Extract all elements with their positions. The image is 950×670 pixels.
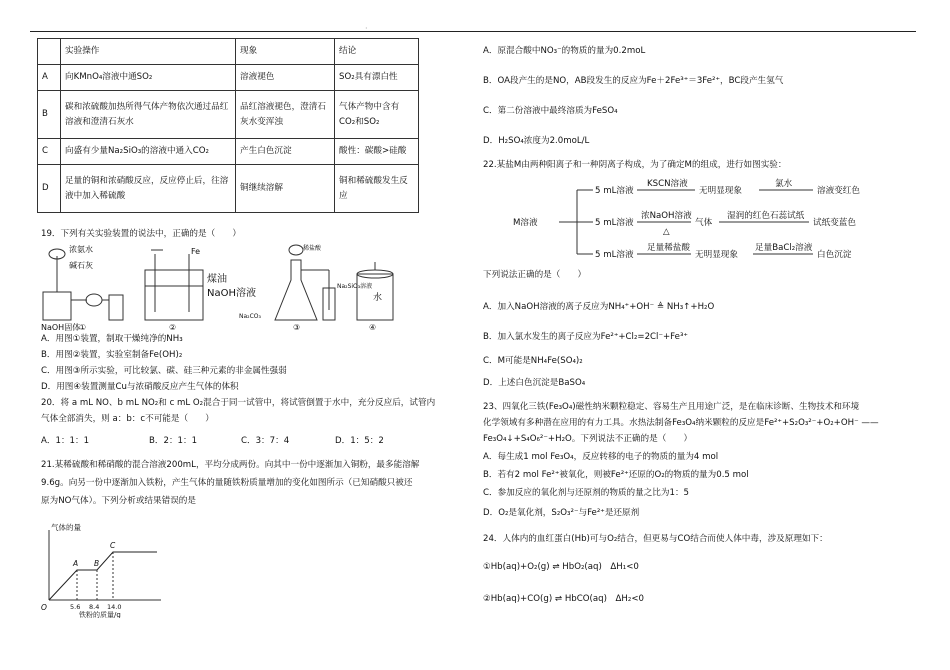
row-operation: 足量的铜和浓硝酸反应，反应停止后，往溶液中加入稀硫酸 xyxy=(61,165,236,213)
row-conclusion: SO₂具有漂白性 xyxy=(335,65,419,91)
chart-tick-5.6: 5.6 xyxy=(70,603,81,611)
q24-stem: 24．人体内的血红蛋白(Hb)可与O₂结合，但更易与CO结合而使人体中毒，涉及原理如下： xyxy=(483,534,828,544)
row-operation: 向KMnO₄溶液中通SO₂ xyxy=(61,65,236,91)
q22-option-b: B．加入氯水发生的离子反应为Fe²⁺+Cl₂=2Cl⁻+Fe³⁺ xyxy=(483,332,688,342)
chart-point-b: B xyxy=(94,559,100,568)
fig-label-dilute-hcl: 稀盐酸 xyxy=(303,245,322,252)
q22-flowchart xyxy=(513,174,903,268)
chart-point-a: A xyxy=(73,559,79,568)
row-phenomenon: 产生白色沉淀 xyxy=(236,139,335,165)
q23-stem-line1: 23、四氧化三铁(Fe₃O₄)磁性纳米颗粒稳定、容易生产且用途广泛，是在临床诊断、生物技术和环境 xyxy=(483,402,860,412)
flow-r3-reagent: 足量稀盐酸 xyxy=(647,243,690,253)
row-label: A xyxy=(38,65,61,91)
table-header-conclusion: 结论 xyxy=(335,39,419,65)
fig-label-water: 水 xyxy=(373,293,383,303)
q21-stem-line3: 原为NO气体）。下列分析或结果错误的是 xyxy=(41,496,196,506)
q23-option-d: D．O₂是氧化剂，S₂O₃²⁻与Fe²⁺是还原剂 xyxy=(483,508,640,518)
fig-label-na2co3: Na₂CO₃ xyxy=(239,313,261,320)
row-label: D xyxy=(38,165,61,213)
q21-option-c: C．第二份溶液中最终溶质为FeSO₄ xyxy=(483,106,618,116)
fig-label-soda-lime: 碱石灰 xyxy=(69,261,93,270)
row-conclusion: 铜和稀硫酸发生反应 xyxy=(335,165,419,213)
q22-option-a: A．加入NaOH溶液的离子反应为NH₄⁺+OH⁻ ≜ NH₃↑+H₂O xyxy=(483,302,715,312)
fig-number-2: ② xyxy=(169,323,177,332)
q19-option-a: A．用图①装置，制取干燥纯净的NH₃ xyxy=(41,334,183,344)
fig-label-naoh-solution: NaOH溶液 xyxy=(207,288,256,299)
table-header-phenomenon: 现象 xyxy=(236,39,335,65)
flow-r1-mid: 无明显现象 xyxy=(699,186,742,196)
q21-option-a: A．原混合酸中NO₃⁻的物质的量为0.2moL xyxy=(483,46,646,56)
q20-option-a: A．1：1：1 xyxy=(41,436,90,446)
flow-r3-start: 5 mL溶液 xyxy=(595,250,634,260)
header-dot: · xyxy=(365,24,368,33)
flow-r1-reagent: KSCN溶液 xyxy=(647,179,688,189)
table-row xyxy=(38,65,419,91)
q22-option-d: D．上述白色沉淀是BaSO₄ xyxy=(483,378,586,388)
row-operation: 向盛有少量Na₂SiO₃的溶液中通入CO₂ xyxy=(61,139,236,165)
q20-stem-line1: 20．将 a mL NO、b mL NO₂和 c mL O₂混合于同一试管中，将试管倒置于水中，充分反应后，试管内 xyxy=(41,398,436,408)
table-header-operation: 实验操作 xyxy=(61,39,236,65)
flow-r2-paper: 湿润的红色石蕊试纸 xyxy=(727,211,805,221)
q19-option-b: B．用图②装置，实验室制备Fe(OH)₂ xyxy=(41,350,183,360)
chart-ylabel: 气体的量 xyxy=(51,523,81,532)
flow-r2-heat: △ xyxy=(663,227,670,237)
q21-gas-chart xyxy=(39,522,169,618)
chart-origin: O xyxy=(41,603,47,612)
q19-apparatus-figure xyxy=(39,240,399,332)
row-phenomenon: 铜继续溶解 xyxy=(236,165,335,213)
fig-label-kerosene: 煤油 xyxy=(207,274,227,285)
q23-stem-line2: 化学领域有多种潜在应用的有力工具。水热法制备Fe₃O₄纳米颗粒的反应是Fe²⁺+S₂O₃²⁻+O₂+OH⁻ —— xyxy=(483,418,879,428)
fig-number-1: ① xyxy=(79,323,87,332)
flow-r2-gas: 气体 xyxy=(695,218,713,228)
table-row xyxy=(38,139,419,165)
q24-equation-1: ①Hb(aq)+O₂(g) ⇌ HbO₂(aq) ΔH₁<0 xyxy=(483,562,639,572)
q20-stem-line2: 气体全部消失，则 a：b：c不可能是（ ） xyxy=(41,414,214,424)
row-operation: 碳和浓硫酸加热所得气体产物依次通过品红溶液和澄清石灰水 xyxy=(61,91,236,139)
flow-r3-result: 白色沉淀 xyxy=(817,250,852,260)
flow-r1-reagent2: 氯水 xyxy=(775,179,793,189)
flow-r2-result: 试纸变蓝色 xyxy=(813,218,856,228)
fig-label-na2sio3: Na₂SiO₃溶液 xyxy=(337,283,373,290)
table-row xyxy=(38,91,419,139)
row-phenomenon: 溶液褪色 xyxy=(236,65,335,91)
q22-option-c: C．M可能是NH₄Fe(SO₄)₂ xyxy=(483,356,583,366)
q24-equation-2: ②Hb(aq)+CO(g) ⇌ HbCO(aq) ΔH₂<0 xyxy=(483,594,644,604)
q19-option-d: D．用图④装置测量Cu与浓硝酸反应产生气体的体积 xyxy=(41,382,239,392)
row-phenomenon: 品红溶液褪色，澄清石灰水变浑浊 xyxy=(236,91,335,139)
fig-label-fe: Fe xyxy=(191,247,201,256)
q22-stem: 22.某盐M由两种阳离子和一种阴离子构成，为了确定M的组成，进行如图实验： xyxy=(483,160,787,170)
q20-option-d: D．1：5：2 xyxy=(335,436,384,446)
q19-stem: 19．下列有关实验装置的说法中，正确的是（ ） xyxy=(41,229,241,239)
q21-stem-line2: 9.6g。向另一份中逐渐加入铁粉，产生气体的量随铁粉质量增加的变化如图所示（已知硝酸只被还 xyxy=(41,478,413,488)
flow-r2-start: 5 mL溶液 xyxy=(595,218,634,228)
flow-r1-result: 溶液变红色 xyxy=(817,186,860,196)
flow-r3-mid: 无明显现象 xyxy=(695,250,738,260)
q23-option-c: C．参加反应的氧化剂与还原剂的物质的量之比为1：5 xyxy=(483,488,689,498)
q21-option-d: D．H₂SO₄浓度为2.0moL/L xyxy=(483,136,590,146)
q21-stem-line1: 21.某稀硫酸和稀硝酸的混合溶液200mL，平均分成两份。向其中一份中逐渐加入铜粉，最多能溶解 xyxy=(41,460,420,470)
q21-option-b: B．OA段产生的是NO，AB段发生的反应为Fe＋2Fe³⁺＝3Fe²⁺，BC段产生氢气 xyxy=(483,76,784,86)
chart-point-c: C xyxy=(110,541,116,550)
flow-m-solution: M溶液 xyxy=(513,218,538,228)
fig-number-4: ④ xyxy=(369,323,377,332)
chart-tick-14.0: 14.0 xyxy=(107,603,122,611)
table-header-blank xyxy=(38,39,61,65)
q23-option-a: A．每生成1 mol Fe₃O₄，反应转移的电子的物质的量为4 mol xyxy=(483,452,719,462)
row-label: C xyxy=(38,139,61,165)
experiment-table xyxy=(37,38,419,213)
flow-r1-start: 5 mL溶液 xyxy=(595,186,634,196)
q20-option-b: B．2：1：1 xyxy=(149,436,198,446)
chart-tick-8.4: 8.4 xyxy=(89,603,100,611)
fig-label-ammonia: 浓氨水 xyxy=(69,245,93,254)
flow-r3-reagent2: 足量BaCl₂溶液 xyxy=(755,243,813,253)
q22-ask: 下列说法正确的是（ ） xyxy=(483,270,587,280)
fig-label-naoh-solid: NaOH固体 xyxy=(41,323,81,332)
q20-option-c: C．3：7：4 xyxy=(241,436,290,446)
row-label: B xyxy=(38,91,61,139)
chart-xlabel: 铁粉的质量/g xyxy=(79,611,121,618)
fig-number-3: ③ xyxy=(293,323,301,332)
flow-r2-reagent: 浓NaOH溶液 xyxy=(641,211,692,221)
q19-option-c: C．用图③所示实验，可比较氯、碳、硅三种元素的非金属性强弱 xyxy=(41,366,287,376)
row-conclusion: 气体产物中含有CO₂和SO₂ xyxy=(335,91,419,139)
left-column xyxy=(37,38,467,618)
q23-stem-line3: Fe₃O₄↓+S₄O₆²⁻+H₂O。下列说法不正确的是（ ） xyxy=(483,434,693,444)
table-row xyxy=(38,165,419,213)
row-conclusion: 酸性：碳酸>硅酸 xyxy=(335,139,419,165)
q23-option-b: B．若有2 mol Fe²⁺被氧化，则被Fe²⁺还原的O₂的物质的量为0.5 mol xyxy=(483,470,749,480)
header-rule xyxy=(30,31,916,32)
